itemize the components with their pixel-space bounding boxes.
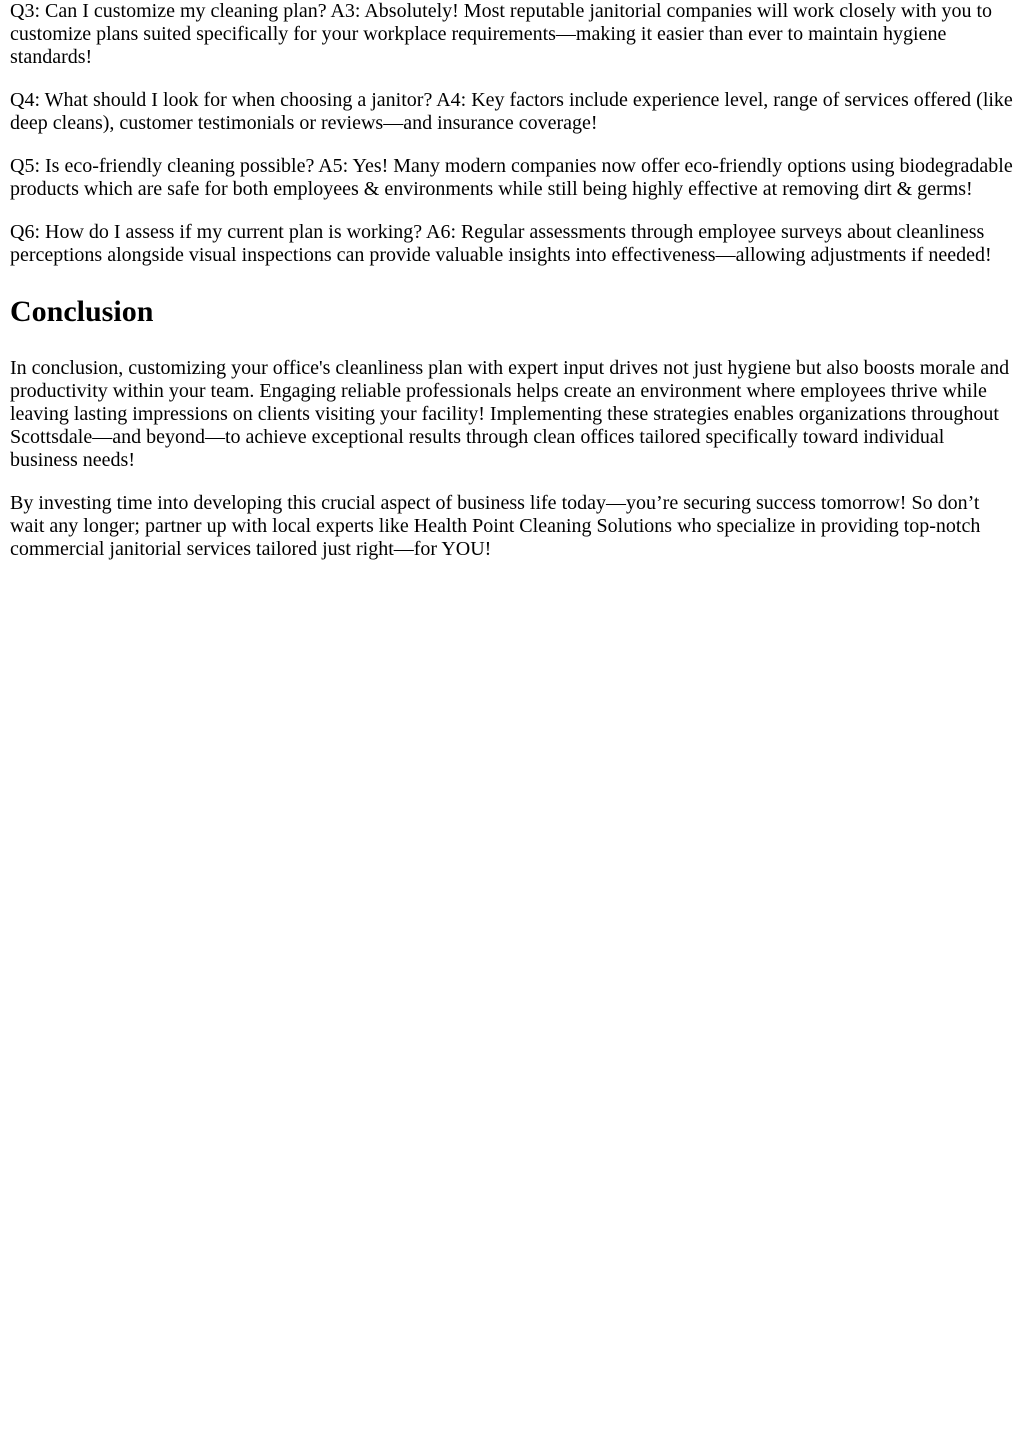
faq-q6: Q6: How do I assess if my current plan is working? A6: Regular assessments through employee surveys about cleanliness perceptions alongside visual inspections can provide valuable insights into effectiveness—allowing adjustments if needed! [10,221,992,266]
faq-q5: Q5: Is eco-friendly cleaning possible? A5: Yes! Many modern companies now offer eco-friendly options using biodegradable products which are safe for both employees & environments while still being highly effective at removing dirt & germs! [10,155,1013,200]
faq-q4: Q4: What should I look for when choosing a janitor? A4: Key factors include experience level, range of services offered (like deep cleans), customer testimonials or reviews—and insurance coverage! [10,89,1013,134]
article-body [0,0,1024,561]
conclusion-paragraph-1: In conclusion, customizing your office's cleanliness plan with expert input drives not just hygiene but also boosts morale and productivity within your team. Engaging reliable professionals helps create an environment where employees thrive while leaving lasting impressions on clients visiting your facility! Implementing these strategies enables organizations throughout Scottsdale—and beyond—to achieve exceptional results through clean offices tailored specifically toward individual business needs! [10,357,1010,471]
faq-q3: Q3: Can I customize my cleaning plan? A3: Absolutely! Most reputable janitorial companies will work closely with you to customize plans suited specifically for your workplace requirements—making it easier than ever to maintain hygiene standards! [10,0,993,68]
conclusion-paragraph-2: By investing time into developing this crucial aspect of business life today—you’re securing success tomorrow! So don’t wait any longer; partner up with local experts like Health Point Cleaning Solutions who specialize in providing top-notch commercial janitorial services tailored just right—for YOU! [10,492,981,560]
conclusion-heading: Conclusion [10,295,154,328]
